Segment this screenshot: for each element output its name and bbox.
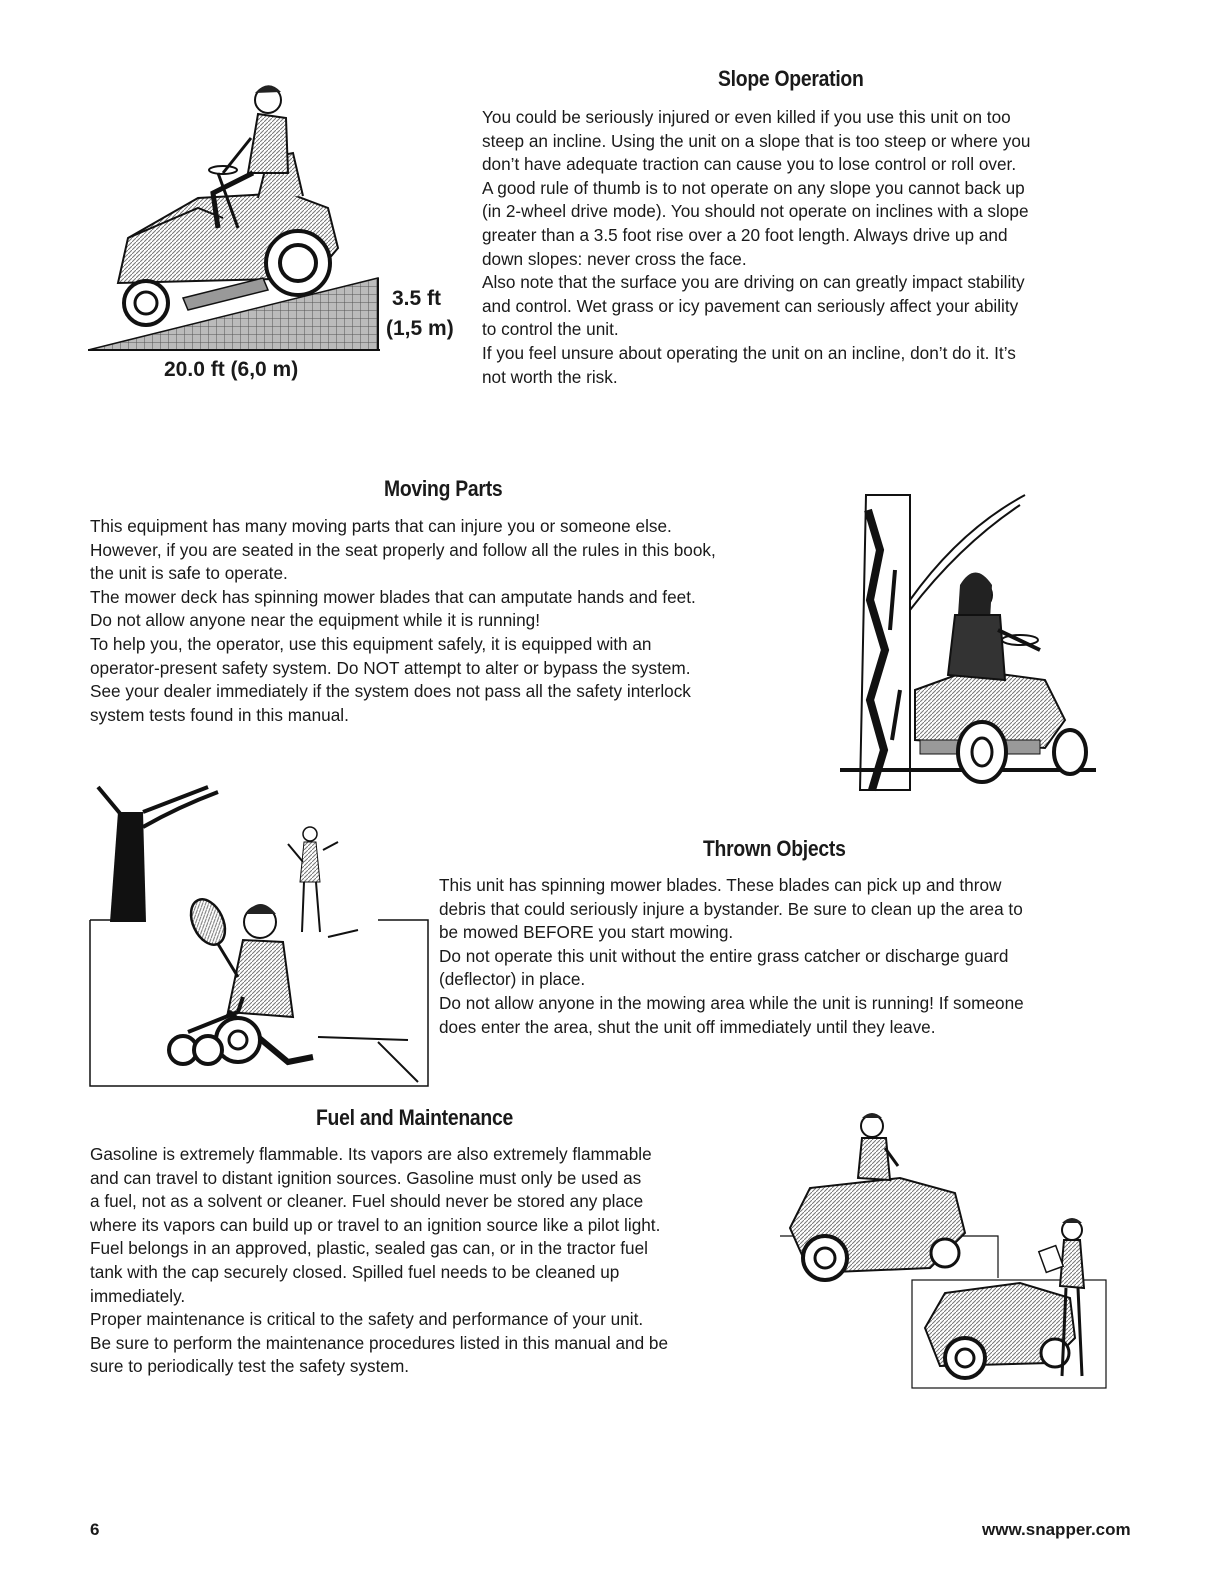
text-line: (deflector) in place. [439,969,586,990]
tree-rider-illustration [840,490,1100,805]
text-line: where its vapors can build up or travel to an ignition source like a pilot light. [90,1214,661,1235]
text-line: does enter the area, shut the unit off immediately until they leave. [439,1016,936,1037]
fuel-maintenance-heading: Fuel and Maintenance [316,1105,513,1130]
text-line: sure to periodically test the safety system. [90,1356,410,1377]
fuel-maintenance-text [90,1143,668,1379]
text-line: a fuel, not as a solvent or cleaner. Fuel should never be stored any place [90,1191,644,1212]
text-line: (in 2-wheel drive mode). You should not operate on inclines with a slope [482,201,1029,222]
text-line: Be sure to perform the maintenance procedures listed in this manual and be [90,1332,669,1353]
slope-operation-heading: Slope Operation [718,66,864,91]
slope-rise-label-m: (1,5 m) [386,317,454,340]
text-line: Gasoline is extremely flammable. Its vapors are also extremely flammable [90,1144,652,1164]
text-line: Proper maintenance is critical to the safety and performance of your unit. [90,1309,644,1330]
text-line: greater than a 3.5 foot rise over a 20 foot length. Always drive up and [482,224,1008,245]
text-line: Do not operate this unit without the entire grass catcher or discharge guard [439,945,1009,966]
text-line: To help you, the operator, use this equipment safely, it is equipped with an [90,633,652,654]
fuel-maintenance-illustration [780,1108,1110,1390]
text-line: However, if you are seated in the seat properly and follow all the rules in this book, [90,539,716,560]
text-line: Do not allow anyone in the mowing area while the unit is running! If someone [439,992,1024,1013]
text-line: not worth the risk. [482,366,618,387]
text-line: You could be seriously injured or even killed if you use this unit on too [482,107,1011,127]
text-line: don’t have adequate traction can cause you to lose control or roll over. [482,154,1017,175]
text-line: The mower deck has spinning mower blades that can amputate hands and feet. [90,586,696,607]
slope-rise-label-ft: 3.5 ft [392,287,442,310]
moving-parts-heading: Moving Parts [384,476,503,501]
text-line: If you feel unsure about operating the unit on an incline, don’t do it. It’s [482,342,1016,363]
text-line: and control. Wet grass or icy pavement can seriously affect your ability [482,295,1019,316]
thrown-objects-text [439,874,1024,1039]
text-line: operator-present safety system. Do NOT attempt to alter or bypass the system. [90,657,691,678]
text-line: tank with the cap securely closed. Spilled fuel needs to be cleaned up [90,1261,620,1282]
text-line: down slopes: never cross the face. [482,248,747,269]
text-line: A good rule of thumb is to not operate on any slope you cannot back up [482,177,1025,198]
text-line: steep an incline. Using the unit on a slope that is too steep or where you [482,130,1031,151]
slope-run-label: 20.0 ft (6,0 m) [164,358,299,381]
footer-website-link[interactable]: www.snapper.com [982,1520,1131,1539]
text-line: This unit has spinning mower blades. These blades can pick up and throw [439,875,1002,895]
text-line: to control the unit. [482,319,619,340]
slope-operation-text [482,106,1030,389]
page-number: 6 [90,1520,100,1539]
text-line: Also note that the surface you are driving on can greatly impact stability [482,272,1025,293]
text-line: and can travel to distant ignition sources. Gasoline must only be used as [90,1167,642,1188]
text-line: This equipment has many moving parts that can injure you or someone else. [90,516,672,536]
text-line: debris that could seriously injure a bystander. Be sure to clean up the area to [439,898,1023,919]
text-line: system tests found in this manual. [90,704,349,725]
thrown-objects-illustration [88,782,430,1088]
text-line: See your dealer immediately if the system does not pass all the safety interlock [90,681,691,702]
text-line: immediately. [90,1285,186,1306]
thrown-objects-heading: Thrown Objects [703,836,846,861]
text-line: the unit is safe to operate. [90,563,288,584]
slope-tractor-illustration [88,78,388,358]
text-line: Fuel belongs in an approved, plastic, sealed gas can, or in the tractor fuel [90,1238,648,1259]
text-line: Do not allow anyone near the equipment while it is running! [90,610,541,631]
text-line: be mowed BEFORE you start mowing. [439,922,734,943]
moving-parts-text [90,515,716,727]
